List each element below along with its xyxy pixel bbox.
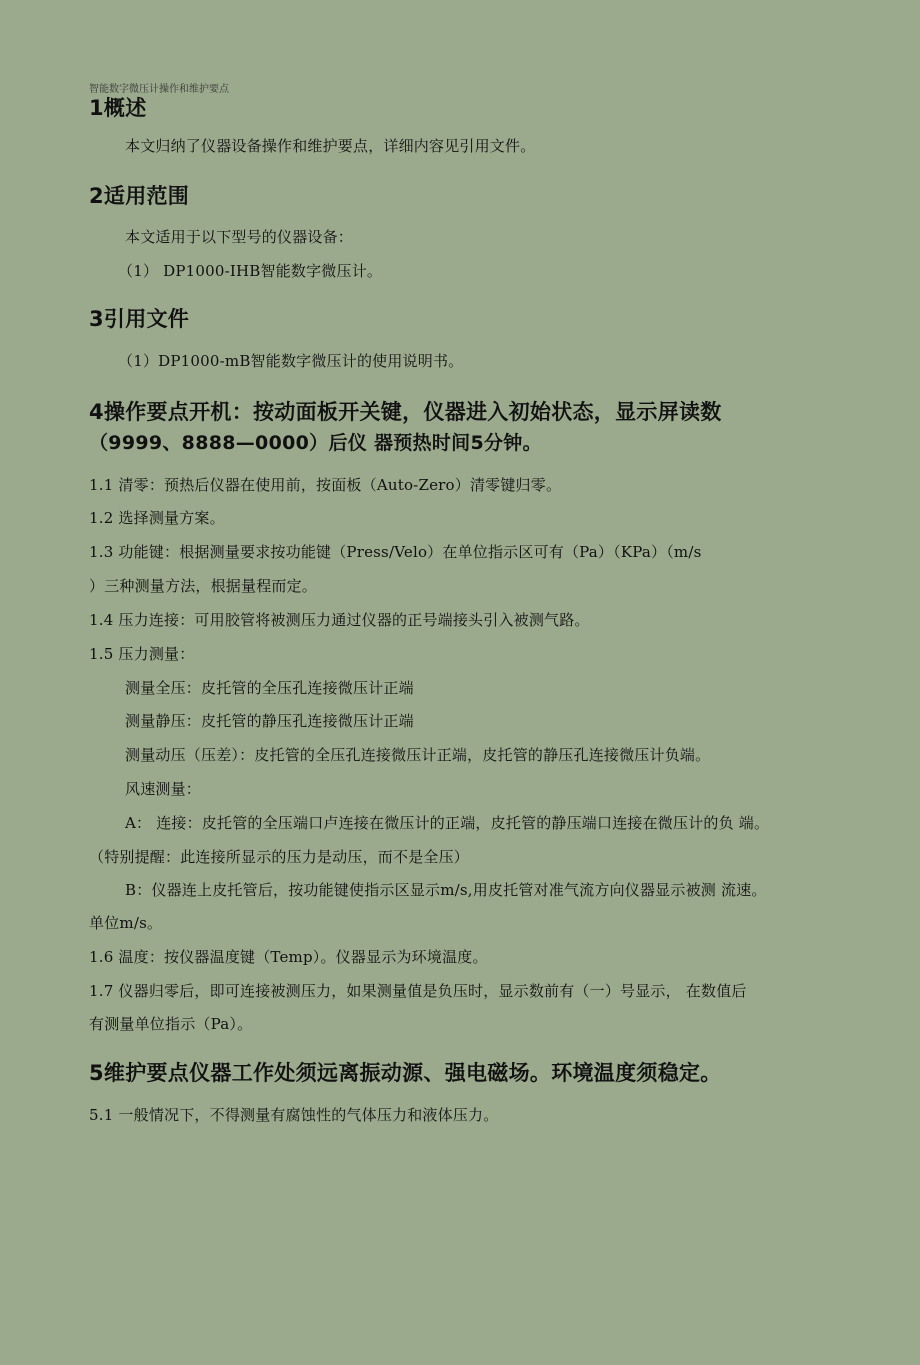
section-2-body: 本文适用于以下型号的仪器设备： xyxy=(125,228,354,246)
paragraph-1-7-line-1: 1.7 仪器归零后，即可连接被测压力，如果测量值是负压时，显示数前有（一）号显示， 在数值后 xyxy=(89,982,747,1000)
paragraph-5-1: 5.1 一般情况下，不得测量有腐蚀性的气体压力和液体压力。 xyxy=(89,1106,499,1124)
step-b-line-1: B：仪器连上皮托管后，按功能键使指示区显示m/s,用皮托管对准气流方向仪器显示被测 流速。 xyxy=(125,881,767,899)
section-1-body: 本文归纳了仪器设备操作和维护要点，详细内容见引用文件。 xyxy=(125,137,536,155)
section-2-heading: 2适用范围 xyxy=(89,184,190,208)
static-pressure-line: 测量静压：皮托管的静压孔连接微压计正端 xyxy=(125,712,414,730)
running-header: 智能数字微压计操作和维护要点 xyxy=(89,84,229,95)
paragraph-1-7-line-2: 有测量单位指示（Pa）。 xyxy=(89,1015,253,1033)
paragraph-1-6: 1.6 温度：按仪器温度键（Temp）。仪器显示为环境温度。 xyxy=(89,948,488,966)
step-a-line-2: （特别提醒：此连接所显示的压力是动压，而不是全压） xyxy=(89,848,470,866)
paragraph-1-4: 1.4 压力连接：可用胶管将被测压力通过仪器的正号端接头引入被测气路。 xyxy=(89,611,590,629)
paragraph-1-2: 1.2 选择测量方案。 xyxy=(89,509,225,527)
section-3-item-1: （1）DP1000-mB智能数字微压计的使用说明书。 xyxy=(118,352,464,370)
dynamic-pressure-line: 测量动压（压差）：皮托管的全压孔连接微压计正端，皮托管的静压孔连接微压计负端。 xyxy=(125,746,711,764)
section-3-heading: 3引用文件 xyxy=(89,307,190,331)
paragraph-1-5: 1.5 压力测量： xyxy=(89,645,195,663)
step-a-line-1: A： 连接：皮托管的全压端口卢连接在微压计的正端，皮托管的静压端口连接在微压计的负 端。 xyxy=(125,814,770,832)
section-1-heading: 1概述 xyxy=(89,96,147,120)
paragraph-1-1: 1.1 清零：预热后仪器在使用前，按面板（Auto-Zero）清零键归零。 xyxy=(89,476,562,494)
paragraph-1-3-line-1: 1.3 功能键：根据测量要求按功能键（Press/Velo）在单位指示区可有（Pa）（KPa）（m/s xyxy=(89,543,702,561)
section-5-heading: 5维护要点仪器工作处须远离振动源、强电磁场。环境温度须稳定。 xyxy=(89,1061,722,1085)
full-pressure-line: 测量全压：皮托管的全压孔连接微压计正端 xyxy=(125,679,414,697)
section-2-item-1: （1） DP1000-IHB智能数字微压计。 xyxy=(118,262,383,280)
section-4-heading-line-1: 4操作要点开机：按动面板开关键，仪器进入初始状态，显示屏读数 xyxy=(89,400,722,424)
step-b-line-2: 单位m/s。 xyxy=(89,914,163,932)
wind-speed-line: 风速测量： xyxy=(125,780,202,798)
paragraph-1-3-line-2: ）三种测量方法，根据量程而定。 xyxy=(89,577,318,595)
section-4-heading-line-2: （9999、8888—0000）后仪 器预热时间5分钟。 xyxy=(89,432,542,454)
